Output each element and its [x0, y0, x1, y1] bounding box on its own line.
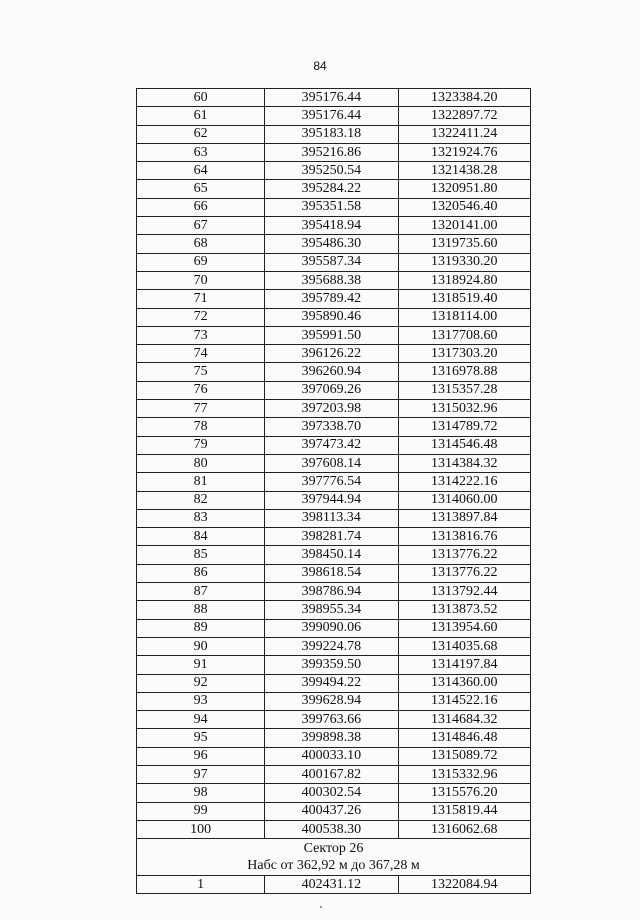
sector-26-table-body [137, 876, 531, 894]
point-number-cell: 87 [137, 583, 265, 601]
table-row [137, 381, 531, 399]
point-number-cell: 93 [137, 692, 265, 710]
y-coordinate-cell: 1314546.48 [398, 436, 530, 454]
y-coordinate-cell: 1314846.48 [398, 729, 530, 747]
sector-header-row [137, 839, 531, 876]
table-row [137, 583, 531, 601]
y-coordinate-cell: 1322411.24 [398, 125, 530, 143]
table-row [137, 454, 531, 472]
point-number-cell: 61 [137, 107, 265, 125]
y-coordinate-cell: 1323384.20 [398, 89, 530, 107]
table-row [137, 473, 531, 491]
y-coordinate-cell: 1315332.96 [398, 765, 530, 783]
y-coordinate-cell: 1318114.00 [398, 308, 530, 326]
table-row [137, 619, 531, 637]
point-number-cell: 72 [137, 308, 265, 326]
point-number-cell: 84 [137, 528, 265, 546]
x-coordinate-cell: 399090.06 [265, 619, 398, 637]
y-coordinate-cell: 1318519.40 [398, 290, 530, 308]
x-coordinate-cell: 398786.94 [265, 583, 398, 601]
x-coordinate-cell: 395176.44 [265, 89, 398, 107]
y-coordinate-cell: 1316978.88 [398, 363, 530, 381]
point-number-cell: 98 [137, 784, 265, 802]
x-coordinate-cell: 399628.94 [265, 692, 398, 710]
point-number-cell: 81 [137, 473, 265, 491]
y-coordinate-cell: 1313954.60 [398, 619, 530, 637]
y-coordinate-cell: 1315819.44 [398, 802, 530, 820]
x-coordinate-cell: 399224.78 [265, 637, 398, 655]
table-row [137, 326, 531, 344]
sector-title: Сектор 26 [303, 841, 364, 857]
point-number-cell: 70 [137, 271, 265, 289]
y-coordinate-cell: 1313792.44 [398, 583, 530, 601]
table-row [137, 802, 531, 820]
point-number-cell: 77 [137, 400, 265, 418]
table-row [137, 601, 531, 619]
table-row [137, 564, 531, 582]
table-row [137, 345, 531, 363]
table-row [137, 400, 531, 418]
point-number-cell: 79 [137, 436, 265, 454]
point-number-cell: 95 [137, 729, 265, 747]
point-number-cell: 76 [137, 381, 265, 399]
table-row [137, 765, 531, 783]
y-coordinate-cell: 1315032.96 [398, 400, 530, 418]
table-row [137, 125, 531, 143]
x-coordinate-cell: 397338.70 [265, 418, 398, 436]
table-row [137, 107, 531, 125]
point-number-cell: 91 [137, 656, 265, 674]
y-coordinate-cell: 1319330.20 [398, 253, 530, 271]
y-coordinate-cell: 1321438.28 [398, 162, 530, 180]
table-row [137, 528, 531, 546]
x-coordinate-cell: 402431.12 [265, 876, 398, 894]
y-coordinate-cell: 1314789.72 [398, 418, 530, 436]
y-coordinate-cell: 1317303.20 [398, 345, 530, 363]
y-coordinate-cell: 1313776.22 [398, 546, 530, 564]
x-coordinate-cell: 395890.46 [265, 308, 398, 326]
point-number-cell: 86 [137, 564, 265, 582]
point-number-cell: 83 [137, 509, 265, 527]
table-row [137, 253, 531, 271]
table-row [137, 436, 531, 454]
point-number-cell: 94 [137, 711, 265, 729]
sector-header-body [137, 839, 531, 876]
y-coordinate-cell: 1313873.52 [398, 601, 530, 619]
y-coordinate-cell: 1314684.32 [398, 711, 530, 729]
y-coordinate-cell: 1314060.00 [398, 491, 530, 509]
point-number-cell: 82 [137, 491, 265, 509]
x-coordinate-cell: 397069.26 [265, 381, 398, 399]
point-number-cell: 88 [137, 601, 265, 619]
y-coordinate-cell: 1314197.84 [398, 656, 530, 674]
x-coordinate-cell: 398113.34 [265, 509, 398, 527]
x-coordinate-cell: 395587.34 [265, 253, 398, 271]
table-row [137, 637, 531, 655]
x-coordinate-cell: 397203.98 [265, 400, 398, 418]
point-number-cell: 64 [137, 162, 265, 180]
point-number-cell: 96 [137, 747, 265, 765]
point-number-cell: 99 [137, 802, 265, 820]
x-coordinate-cell: 398955.34 [265, 601, 398, 619]
scan-mark [320, 906, 322, 908]
point-number-cell: 65 [137, 180, 265, 198]
point-number-cell: 66 [137, 198, 265, 216]
point-number-cell: 74 [137, 345, 265, 363]
coordinates-table-body [137, 89, 531, 839]
table-row [137, 217, 531, 235]
coordinates-table [136, 88, 531, 894]
sector-range: Набс от 362,92 м до 367,28 м [247, 858, 420, 874]
point-number-cell: 68 [137, 235, 265, 253]
y-coordinate-cell: 1313816.76 [398, 528, 530, 546]
x-coordinate-cell: 400302.54 [265, 784, 398, 802]
table-row [137, 656, 531, 674]
table-row [137, 143, 531, 161]
x-coordinate-cell: 398450.14 [265, 546, 398, 564]
point-number-cell: 78 [137, 418, 265, 436]
point-number-cell: 80 [137, 454, 265, 472]
table-row [137, 747, 531, 765]
x-coordinate-cell: 400437.26 [265, 802, 398, 820]
x-coordinate-cell: 396126.22 [265, 345, 398, 363]
table-row [137, 418, 531, 436]
point-number-cell: 85 [137, 546, 265, 564]
point-number-cell: 97 [137, 765, 265, 783]
x-coordinate-cell: 398281.74 [265, 528, 398, 546]
x-coordinate-cell: 400538.30 [265, 820, 398, 838]
x-coordinate-cell: 397608.14 [265, 454, 398, 472]
y-coordinate-cell: 1313897.84 [398, 509, 530, 527]
x-coordinate-cell: 400033.10 [265, 747, 398, 765]
y-coordinate-cell: 1318924.80 [398, 271, 530, 289]
table-row [137, 729, 531, 747]
y-coordinate-cell: 1320141.00 [398, 217, 530, 235]
y-coordinate-cell: 1314360.00 [398, 674, 530, 692]
point-number-cell: 75 [137, 363, 265, 381]
x-coordinate-cell: 395688.38 [265, 271, 398, 289]
x-coordinate-cell: 396260.94 [265, 363, 398, 381]
x-coordinate-cell: 395284.22 [265, 180, 398, 198]
x-coordinate-cell: 395216.86 [265, 143, 398, 161]
point-number-cell: 92 [137, 674, 265, 692]
table-row [137, 674, 531, 692]
table-row [137, 180, 531, 198]
x-coordinate-cell: 399494.22 [265, 674, 398, 692]
table-row [137, 271, 531, 289]
point-number-cell: 71 [137, 290, 265, 308]
y-coordinate-cell: 1322897.72 [398, 107, 530, 125]
table-row [137, 363, 531, 381]
point-number-cell: 63 [137, 143, 265, 161]
point-number-cell: 89 [137, 619, 265, 637]
y-coordinate-cell: 1315357.28 [398, 381, 530, 399]
table-row [137, 491, 531, 509]
x-coordinate-cell: 395176.44 [265, 107, 398, 125]
y-coordinate-cell: 1313776.22 [398, 564, 530, 582]
x-coordinate-cell: 395351.58 [265, 198, 398, 216]
y-coordinate-cell: 1315576.20 [398, 784, 530, 802]
page-number: 84 [313, 59, 327, 73]
x-coordinate-cell: 395418.94 [265, 217, 398, 235]
point-number-cell: 67 [137, 217, 265, 235]
x-coordinate-cell: 395789.42 [265, 290, 398, 308]
x-coordinate-cell: 395183.18 [265, 125, 398, 143]
sector-header-cell [137, 839, 531, 876]
x-coordinate-cell: 397776.54 [265, 473, 398, 491]
table-row [137, 198, 531, 216]
x-coordinate-cell: 397944.94 [265, 491, 398, 509]
x-coordinate-cell: 397473.42 [265, 436, 398, 454]
point-number-cell: 1 [137, 876, 265, 894]
table-row [137, 784, 531, 802]
y-coordinate-cell: 1316062.68 [398, 820, 530, 838]
x-coordinate-cell: 398618.54 [265, 564, 398, 582]
x-coordinate-cell: 399359.50 [265, 656, 398, 674]
table-row [137, 235, 531, 253]
point-number-cell: 100 [137, 820, 265, 838]
x-coordinate-cell: 395250.54 [265, 162, 398, 180]
table-row [137, 290, 531, 308]
point-number-cell: 60 [137, 89, 265, 107]
x-coordinate-cell: 400167.82 [265, 765, 398, 783]
x-coordinate-cell: 399763.66 [265, 711, 398, 729]
table-row [137, 711, 531, 729]
point-number-cell: 90 [137, 637, 265, 655]
table-row [137, 89, 531, 107]
table-row [137, 692, 531, 710]
y-coordinate-cell: 1317708.60 [398, 326, 530, 344]
y-coordinate-cell: 1314522.16 [398, 692, 530, 710]
point-number-cell: 62 [137, 125, 265, 143]
y-coordinate-cell: 1320546.40 [398, 198, 530, 216]
table-row [137, 162, 531, 180]
y-coordinate-cell: 1321924.76 [398, 143, 530, 161]
y-coordinate-cell: 1315089.72 [398, 747, 530, 765]
table-row [137, 308, 531, 326]
y-coordinate-cell: 1322084.94 [398, 876, 530, 894]
table-row [137, 509, 531, 527]
x-coordinate-cell: 399898.38 [265, 729, 398, 747]
table-row [137, 546, 531, 564]
point-number-cell: 73 [137, 326, 265, 344]
table-row [137, 820, 531, 838]
point-number-cell: 69 [137, 253, 265, 271]
y-coordinate-cell: 1320951.80 [398, 180, 530, 198]
y-coordinate-cell: 1314035.68 [398, 637, 530, 655]
x-coordinate-cell: 395486.30 [265, 235, 398, 253]
y-coordinate-cell: 1314222.16 [398, 473, 530, 491]
table-row [137, 876, 531, 894]
y-coordinate-cell: 1319735.60 [398, 235, 530, 253]
y-coordinate-cell: 1314384.32 [398, 454, 530, 472]
x-coordinate-cell: 395991.50 [265, 326, 398, 344]
